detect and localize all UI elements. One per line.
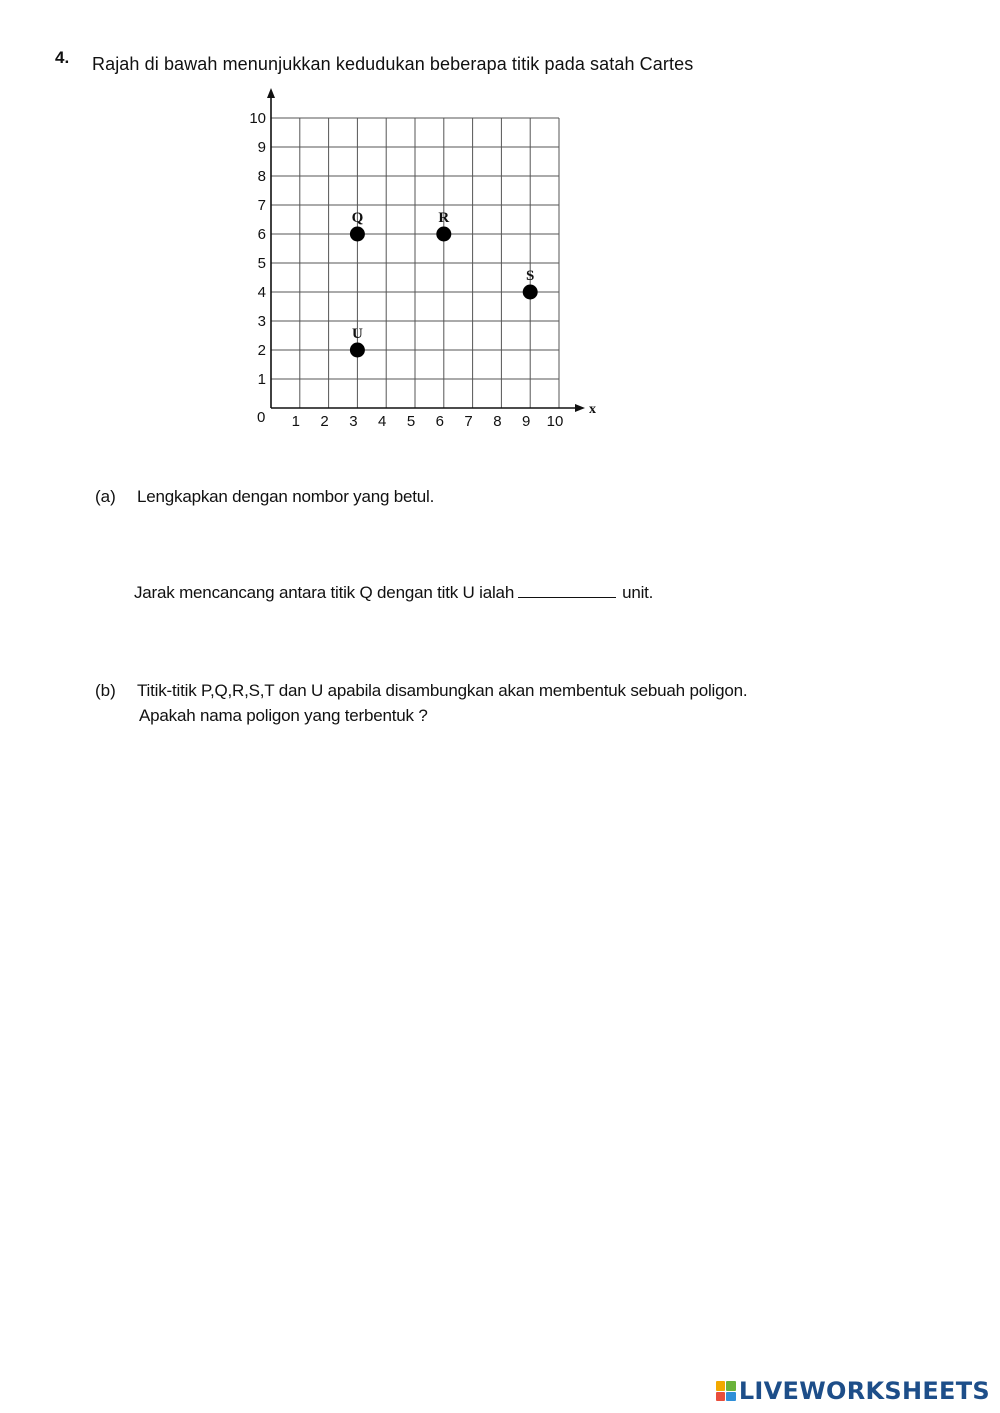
y-tick-label: 7 — [257, 197, 266, 214]
part-b-line2: Apakah nama poligon yang terbentuk ? — [139, 706, 428, 725]
y-tick-label: 3 — [257, 313, 266, 330]
logo-square — [716, 1392, 726, 1402]
x-tick-label: 10 — [546, 413, 564, 430]
x-tick-label: 5 — [406, 413, 416, 430]
x-tick-label: 9 — [522, 413, 531, 430]
x-tick-label: 8 — [493, 413, 502, 430]
logo-square — [726, 1392, 736, 1402]
part-a-sentence-before: Jarak mencancang antara titik Q dengan titk U ialah — [134, 583, 515, 602]
y-tick-label: 1 — [257, 371, 266, 388]
question-text: Rajah di bawah menunjukkan kedudukan beberapa titik pada satah Cartes — [92, 54, 694, 74]
part-a-instruction: Lengkapkan dengan nombor yang betul. — [137, 487, 435, 506]
point-label-r: R — [438, 210, 450, 226]
point-q — [350, 227, 365, 242]
x-tick-label: 6 — [435, 413, 444, 430]
y-tick-label: 5 — [257, 255, 266, 272]
x-axis-arrowhead-icon — [575, 404, 585, 412]
y-tick-label: 9 — [257, 139, 266, 156]
x-axis-label: x — [589, 402, 596, 417]
part-a-sentence-after: unit. — [622, 583, 654, 602]
cartesian-plane — [230, 80, 610, 440]
y-tick-label: 6 — [257, 226, 266, 243]
x-tick-label: 1 — [291, 413, 300, 430]
y-tick-label: 8 — [257, 168, 266, 185]
point-label-u: U — [351, 326, 363, 342]
part-b-label: (b) — [95, 681, 116, 700]
origin-label: 0 — [257, 409, 266, 426]
question-number: 4. — [55, 48, 70, 67]
logo-square — [716, 1381, 726, 1391]
point-s — [523, 285, 538, 300]
y-axis-arrowhead-icon — [267, 88, 275, 98]
point-label-s: S — [526, 268, 535, 284]
x-tick-label: 7 — [464, 413, 473, 430]
liveworksheets-logo — [716, 1377, 990, 1405]
point-r — [436, 227, 451, 242]
answer-blank[interactable] — [518, 583, 616, 598]
point-u — [350, 343, 365, 358]
logo-mark-icon — [716, 1381, 736, 1401]
part-a-answer-line — [134, 583, 653, 603]
brand-name: LIVEWORKSHEETS — [738, 1377, 990, 1405]
point-label-q: Q — [351, 210, 364, 226]
part-b-line1: Titik-titik P,Q,R,S,T dan U apabila disambungkan akan membentuk sebuah poligon. — [137, 681, 748, 700]
part-a-label: (a) — [95, 487, 116, 506]
y-tick-label: 10 — [249, 110, 266, 127]
y-tick-label: 4 — [257, 284, 266, 301]
x-tick-label: 2 — [320, 413, 329, 430]
x-tick-label: 4 — [378, 413, 387, 430]
y-tick-label: 2 — [257, 342, 266, 359]
logo-square — [726, 1381, 736, 1391]
x-tick-label: 3 — [349, 413, 358, 430]
